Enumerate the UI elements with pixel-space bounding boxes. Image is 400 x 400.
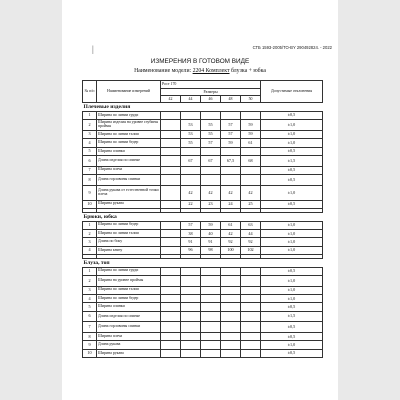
size-value: 23	[201, 200, 221, 208]
size-header: 50	[241, 96, 261, 103]
size-value: 22	[181, 200, 201, 208]
size-value	[181, 322, 201, 333]
size-value	[221, 295, 241, 303]
size-value	[221, 322, 241, 333]
size-value	[161, 322, 181, 333]
size-value	[181, 303, 201, 311]
tolerance-value: ±1,0	[261, 341, 323, 349]
size-value	[201, 311, 221, 322]
size-value: 25	[241, 200, 261, 208]
measurement-name: Длина рукава от естественной точки плеча	[97, 185, 161, 200]
measurement-name: Ширина спинки	[97, 147, 161, 155]
size-value: 91	[201, 238, 221, 246]
measurement-name: Ширина по линии бедер	[97, 221, 161, 229]
table-row	[83, 238, 323, 246]
col-num-header: № п/п	[83, 81, 97, 103]
size-value	[241, 322, 261, 333]
size-value	[161, 230, 181, 238]
size-value	[221, 276, 241, 287]
size-value	[201, 112, 221, 120]
size-value	[241, 295, 261, 303]
table-row	[83, 276, 323, 287]
size-value	[241, 333, 261, 341]
size-value	[221, 341, 241, 349]
row-number: 3	[83, 130, 97, 138]
size-value	[181, 286, 201, 294]
size-value	[241, 175, 261, 186]
measurement-name: Ширина по линии талии	[97, 230, 161, 238]
row-number: 7	[83, 166, 97, 174]
tolerance-value: ±0,5	[261, 303, 323, 311]
tolerance-value: ±1,0	[261, 238, 323, 246]
table-row	[83, 267, 323, 275]
tolerance-value: ±1,5	[261, 311, 323, 322]
tolerance-value: ±1,0	[261, 230, 323, 238]
size-value	[161, 156, 181, 167]
size-value	[241, 286, 261, 294]
size-value	[241, 112, 261, 120]
size-value	[181, 311, 201, 322]
page-title: ИЗМЕРЕНИЯ В ГОТОВОМ ВИДЕ	[150, 58, 250, 65]
size-value	[241, 147, 261, 155]
tolerance-value: ±0,5	[261, 349, 323, 357]
size-header: 48	[221, 96, 241, 103]
size-value	[161, 333, 181, 341]
size-value	[221, 333, 241, 341]
table-row	[83, 333, 323, 341]
size-value: 67	[201, 156, 221, 167]
size-value	[181, 147, 201, 155]
table-row	[83, 200, 323, 208]
size-value	[161, 267, 181, 275]
row-number: 2	[83, 276, 97, 287]
table-row	[83, 156, 323, 167]
size-value	[201, 295, 221, 303]
table-row	[83, 139, 323, 147]
row-number: 6	[83, 156, 97, 167]
size-value: 102	[241, 246, 261, 254]
size-value: 57	[221, 130, 241, 138]
row-number: 7	[83, 322, 97, 333]
tolerance-value: ±0,5	[261, 333, 323, 341]
size-header: 44	[181, 96, 201, 103]
size-value	[201, 175, 221, 186]
tolerance-value: ±1,0	[261, 246, 323, 254]
table-row	[83, 349, 323, 357]
model-name: 2204 Комплект	[192, 68, 230, 74]
section-title: Плечевые изделия	[83, 103, 323, 112]
size-value	[201, 147, 221, 155]
section-title: Брюки, юбка	[83, 212, 323, 221]
size-value	[161, 349, 181, 357]
col-tolerance-header: Допустимые отклонения	[261, 81, 323, 103]
measurement-name: Длина рукава	[97, 341, 161, 349]
size-value	[201, 322, 221, 333]
corner-mark: |	[92, 44, 94, 54]
size-value	[181, 112, 201, 120]
size-value	[161, 112, 181, 120]
size-value: 42	[221, 185, 241, 200]
size-value	[161, 166, 181, 174]
model-prefix: Наименование модели:	[134, 68, 192, 74]
section-title-row	[83, 212, 323, 221]
size-value	[161, 311, 181, 322]
size-value	[241, 349, 261, 357]
size-value: 98	[201, 246, 221, 254]
tolerance-value: ±1,0	[261, 286, 323, 294]
size-value	[221, 311, 241, 322]
row-number: 5	[83, 303, 97, 311]
size-value	[161, 341, 181, 349]
table-body	[83, 103, 323, 358]
size-value: 67	[181, 156, 201, 167]
measurement-name: Ширина изделия на уровне глубины проймы	[97, 120, 161, 131]
measurement-name: Ширина рукава	[97, 349, 161, 357]
size-value	[221, 303, 241, 311]
measurement-name: Ширина на уровне проймы	[97, 276, 161, 287]
size-value	[161, 246, 181, 254]
table-row	[83, 341, 323, 349]
size-value	[201, 276, 221, 287]
table-row	[83, 286, 323, 294]
table-row	[83, 303, 323, 311]
row-number: 8	[83, 333, 97, 341]
tolerance-value: ±1,0	[261, 120, 323, 131]
row-number: 9	[83, 185, 97, 200]
section-title-row	[83, 103, 323, 112]
measurement-name: Ширина рукава	[97, 200, 161, 208]
document-page	[62, 0, 338, 400]
size-value	[161, 147, 181, 155]
row-number: 1	[83, 267, 97, 275]
tolerance-value: ±1,0	[261, 295, 323, 303]
size-value	[181, 295, 201, 303]
tolerance-value: ±0,5	[261, 267, 323, 275]
tolerance-value: ±1,0	[261, 130, 323, 138]
size-value	[181, 276, 201, 287]
row-number: 4	[83, 246, 97, 254]
size-value: 100	[221, 246, 241, 254]
size-value	[181, 267, 201, 275]
measurement-name: Длина по боку	[97, 238, 161, 246]
table-row	[83, 246, 323, 254]
size-value: 92	[241, 238, 261, 246]
size-value: 59	[241, 130, 261, 138]
size-value	[221, 286, 241, 294]
tolerance-value: ±0,5	[261, 175, 323, 186]
size-value: 38	[181, 230, 201, 238]
tolerance-value: ±1,0	[261, 139, 323, 147]
table-row	[83, 221, 323, 229]
size-value	[161, 139, 181, 147]
size-value	[161, 200, 181, 208]
row-number: 2	[83, 230, 97, 238]
size-value	[221, 112, 241, 120]
row-number: 3	[83, 238, 97, 246]
col-name-header: Наименование измерений	[97, 81, 161, 103]
row-number: 5	[83, 147, 97, 155]
size-value	[201, 349, 221, 357]
size-value	[181, 166, 201, 174]
size-value: 42	[241, 185, 261, 200]
row-number: 3	[83, 286, 97, 294]
size-value	[241, 341, 261, 349]
section-title: Блуза, топ	[83, 258, 323, 267]
size-value	[221, 267, 241, 275]
size-value: 67,5	[221, 156, 241, 167]
table-row	[83, 322, 323, 333]
row-number: 6	[83, 311, 97, 322]
measurement-name: Ширина плеча	[97, 166, 161, 174]
size-value	[181, 341, 201, 349]
section-title-row	[83, 258, 323, 267]
tolerance-value: ±0,5	[261, 322, 323, 333]
size-value	[241, 166, 261, 174]
size-value	[241, 303, 261, 311]
row-number: 8	[83, 175, 97, 186]
model-suffix: блузка + юбка	[230, 68, 266, 74]
measurement-name: Ширина книзу	[97, 246, 161, 254]
measurement-name: Ширина спинки	[97, 303, 161, 311]
measurement-name: Ширина по линии талии	[97, 286, 161, 294]
table-row	[83, 147, 323, 155]
standard-reference: СТБ 1593-2005/ТО-BY 290492824. - 2022	[252, 45, 332, 50]
row-number: 10	[83, 349, 97, 357]
table-row	[83, 166, 323, 174]
table-header-row	[83, 81, 323, 89]
tolerance-value: ±1,5	[261, 156, 323, 167]
tolerance-value: ±0,5	[261, 200, 323, 208]
tolerance-value: ±1,0	[261, 276, 323, 287]
size-value: 59	[241, 120, 261, 131]
tolerance-value: ±1,0	[261, 221, 323, 229]
size-value	[161, 120, 181, 131]
size-value	[201, 333, 221, 341]
measurements-table	[82, 80, 323, 358]
size-value: 92	[221, 238, 241, 246]
size-value: 57	[221, 120, 241, 131]
size-value: 42	[201, 185, 221, 200]
size-value	[161, 276, 181, 287]
table-row	[83, 230, 323, 238]
table-row	[83, 175, 323, 186]
size-value	[181, 175, 201, 186]
size-value	[201, 166, 221, 174]
size-value	[241, 276, 261, 287]
height-header: Рост 170	[161, 81, 261, 89]
row-number: 1	[83, 221, 97, 229]
measurement-name: Длина изделия по спинке	[97, 311, 161, 322]
size-value	[161, 286, 181, 294]
row-number: 10	[83, 200, 97, 208]
measurement-name: Длина горловины спинки	[97, 322, 161, 333]
size-value	[201, 267, 221, 275]
tolerance-value: ±1,0	[261, 185, 323, 200]
table-row	[83, 185, 323, 200]
size-value	[241, 311, 261, 322]
size-value	[161, 175, 181, 186]
table-row	[83, 120, 323, 131]
tolerance-value: ±0,5	[261, 112, 323, 120]
size-value	[161, 221, 181, 229]
table-row	[83, 295, 323, 303]
size-value	[221, 166, 241, 174]
table-row	[83, 130, 323, 138]
size-value: 24	[221, 200, 241, 208]
size-value: 53	[181, 130, 201, 138]
tolerance-value: ±0,5	[261, 166, 323, 174]
model-line	[62, 68, 338, 74]
size-value: 68	[241, 156, 261, 167]
size-value: 63	[241, 221, 261, 229]
size-value	[201, 286, 221, 294]
measurement-name: Ширина по линии груди	[97, 267, 161, 275]
measurement-name: Ширина по линии бедер	[97, 139, 161, 147]
measurement-name: Ширина по линии груди	[97, 112, 161, 120]
size-value: 91	[181, 238, 201, 246]
table-row	[83, 311, 323, 322]
measurement-name: Ширина по линии талии	[97, 130, 161, 138]
size-value	[161, 295, 181, 303]
measurement-name: Длина горловины спинки	[97, 175, 161, 186]
row-number: 9	[83, 341, 97, 349]
size-value	[161, 238, 181, 246]
size-value: 57	[181, 221, 201, 229]
size-value: 40	[201, 230, 221, 238]
sizes-header: Размеры	[161, 89, 261, 96]
size-header: 42	[161, 96, 181, 103]
size-value	[241, 267, 261, 275]
size-value: 61	[221, 221, 241, 229]
size-header: 46	[201, 96, 221, 103]
row-number: 4	[83, 139, 97, 147]
size-value	[161, 185, 181, 200]
size-value	[161, 303, 181, 311]
size-value: 44	[241, 230, 261, 238]
size-value: 96	[181, 246, 201, 254]
size-value: 61	[241, 139, 261, 147]
size-value: 59	[201, 221, 221, 229]
table-row	[83, 112, 323, 120]
size-value: 42	[181, 185, 201, 200]
size-value: 55	[201, 130, 221, 138]
measurement-name: Ширина плеча	[97, 333, 161, 341]
size-value	[221, 349, 241, 357]
measurement-name: Ширина по линии бедер	[97, 295, 161, 303]
size-value: 53	[181, 120, 201, 131]
size-value: 57	[201, 139, 221, 147]
size-value	[201, 303, 221, 311]
size-value: 55	[181, 139, 201, 147]
size-value	[201, 341, 221, 349]
tolerance-value: ±0,5	[261, 147, 323, 155]
row-number: 4	[83, 295, 97, 303]
size-value	[181, 349, 201, 357]
size-value: 55	[201, 120, 221, 131]
size-value: 59	[221, 139, 241, 147]
size-value	[221, 175, 241, 186]
size-value	[161, 130, 181, 138]
row-number: 1	[83, 112, 97, 120]
row-number: 2	[83, 120, 97, 131]
measurement-name: Длина изделия по спинке	[97, 156, 161, 167]
size-value	[221, 147, 241, 155]
size-value: 42	[221, 230, 241, 238]
size-value	[181, 333, 201, 341]
